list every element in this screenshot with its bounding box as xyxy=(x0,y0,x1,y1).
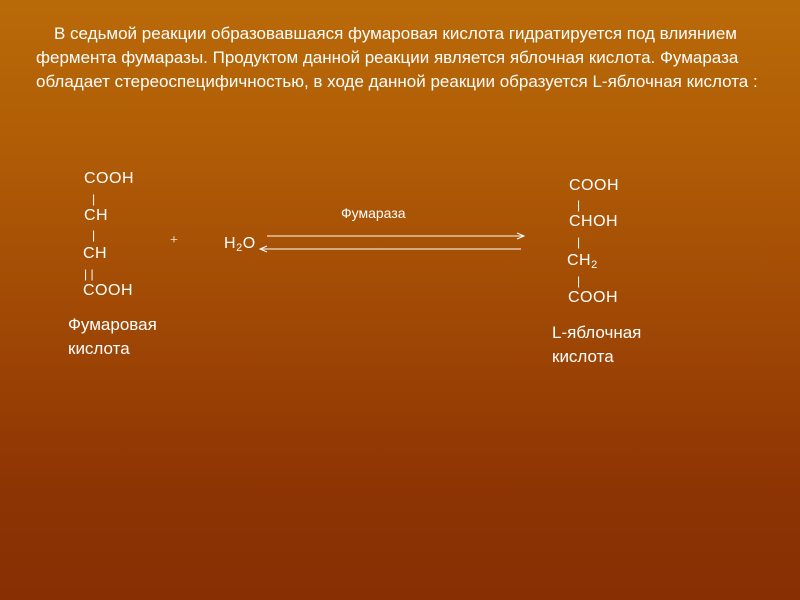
fumaric-caption-line1: Фумаровая xyxy=(68,315,157,334)
water-formula xyxy=(224,235,256,254)
water-h: H xyxy=(224,235,237,252)
malic-cooh-top: COOH xyxy=(569,177,619,194)
malic-single-bond-1: | xyxy=(577,198,581,212)
malic-caption-line1: L-яблочная xyxy=(552,323,642,342)
malic-ch2-subscript: 2 xyxy=(591,259,598,271)
malic-caption-line2: кислота xyxy=(552,347,614,366)
malic-ch2 xyxy=(567,252,598,271)
fumaric-single-bond-2: | xyxy=(92,228,96,242)
fumaric-single-bond-1: | xyxy=(92,192,96,206)
water-o: O xyxy=(242,235,256,252)
malic-choh: CHOH xyxy=(569,213,619,230)
fumaric-caption-line2: кислота xyxy=(68,339,130,358)
description-paragraph xyxy=(36,22,776,94)
fumaric-cooh-bottom: COOH xyxy=(83,282,133,299)
reversible-arrows xyxy=(255,228,530,258)
malic-cooh-bottom: COOH xyxy=(568,289,618,306)
fumaric-cooh-top: COOH xyxy=(84,170,134,187)
malic-single-bond-2: | xyxy=(577,235,581,249)
malic-single-bond-3: | xyxy=(577,274,581,288)
plus-sign: + xyxy=(170,233,178,248)
fumaric-ch-1: CH xyxy=(84,207,109,224)
fumaric-ch-2: CH xyxy=(83,245,108,262)
description-text: В седьмой реакции образовавшаяся фумаровая кислота гидратируется под влиянием фермента фумаразы. Продуктом данной реакции является яблочная кислота. Фумараза обладает стереоспецифичностью, в ходе данной реакции образуется L-яблочная кислота : xyxy=(36,24,758,91)
malic-ch2-main: CH xyxy=(567,252,592,269)
fumaric-double-bond: | | xyxy=(84,267,94,281)
water-subscript: 2 xyxy=(236,242,243,254)
enzyme-label: Фумараза xyxy=(341,205,406,221)
